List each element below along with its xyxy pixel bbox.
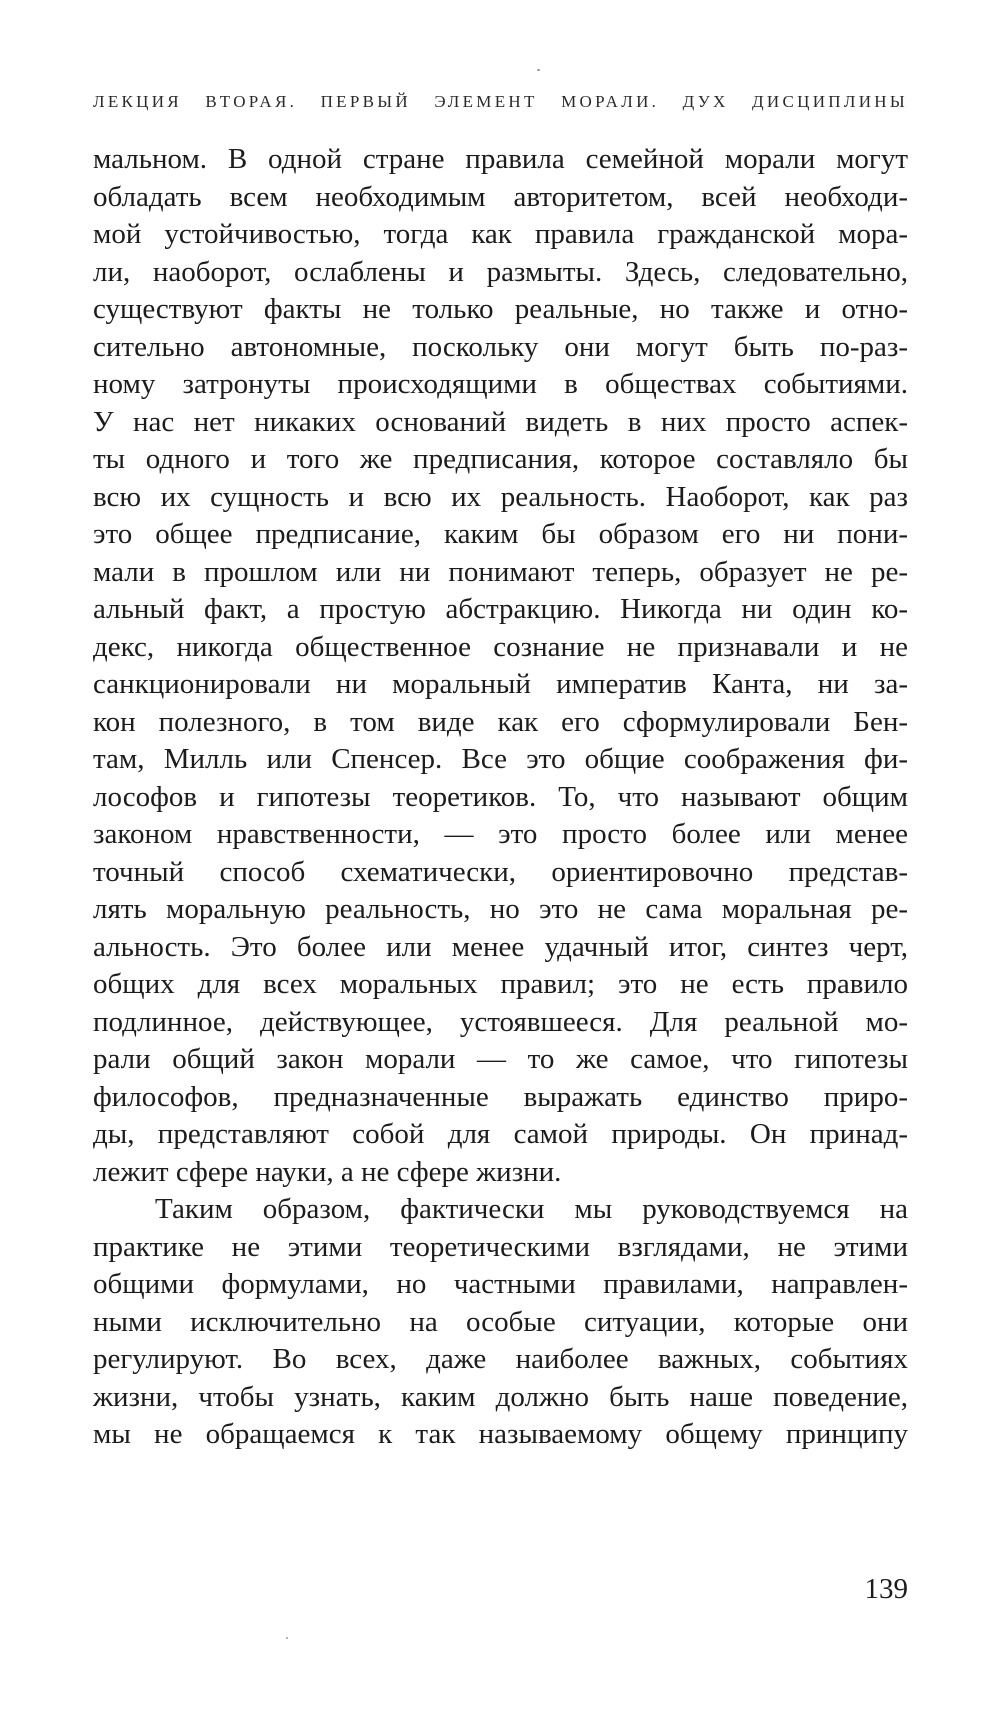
running-header: ЛЕКЦИЯ ВТОРАЯ. ПЕРВЫЙ ЭЛЕМЕНТ МОРАЛИ. ДУХ ДИСЦИПЛИНЫ <box>93 92 908 111</box>
text-line: мальном. В одной стране правила семейной морали могут <box>93 143 908 175</box>
text-line: мы не обращаемся к так называемому общему принципу <box>93 1418 908 1450</box>
text-line: ды, представляют собой для самой природы. Он принад- <box>93 1118 908 1150</box>
text-line: жизни, чтобы узнать, каким должно быть наше поведение, <box>93 1380 908 1413</box>
text-line: У нас нет никаких оснований видеть в них просто аспек- <box>93 405 908 438</box>
paragraph <box>93 141 908 1191</box>
text-line: всю их сущность и всю их реальность. Наоборот, как раз <box>93 480 908 513</box>
text-line: декс, никогда общественное сознание не признавали и не <box>93 630 908 663</box>
text-line: общих для всех моральных правил; это не есть правило <box>93 968 908 1000</box>
text-line: ты одного и того же предписания, которое составляло бы <box>93 443 908 475</box>
text-line: подлинное, действующее, устоявшееся. Для реальной мо- <box>93 1005 908 1038</box>
text-line: альность. Это более или менее удачный итог, синтез черт, <box>93 930 908 963</box>
print-speck <box>286 1637 288 1639</box>
text-line: точный способ схематически, ориентировочно представ- <box>93 855 908 888</box>
text-line: кон полезного, в том виде как его сформулировали Бен- <box>93 705 908 738</box>
text-line: санкционировали ни моральный императив Канта, ни за- <box>93 668 908 700</box>
body-text <box>93 141 908 1454</box>
text-line: лять моральную реальность, но это не сама моральная ре- <box>93 893 908 925</box>
text-line: законом нравственности, — это просто более или менее <box>93 818 908 850</box>
page-number: 139 <box>864 1573 908 1605</box>
text-line: это общее предписание, каким бы образом его ни пони- <box>93 518 908 550</box>
text-line: там, Милль или Спенсер. Все это общие соображения фи- <box>93 743 908 775</box>
text-line: сительно автономные, поскольку они могут быть по-раз- <box>93 330 908 363</box>
text-line: рали общий закон морали — то же самое, что гипотезы <box>93 1043 908 1075</box>
text-line: лософов и гипотезы теоретиков. То, что называют общим <box>93 780 908 813</box>
text-line: мой устойчивостью, тогда как правила гражданской мора- <box>93 218 908 250</box>
text-line: ли, наоборот, ослаблены и размыты. Здесь, следовательно, <box>93 255 908 288</box>
text-line: общими формулами, но частными правилами, направлен- <box>93 1268 908 1300</box>
text-line: философов, предназначенные выражать единство приро- <box>93 1080 908 1113</box>
text-line: ными исключительно на особые ситуации, которые они <box>93 1305 908 1338</box>
paragraph <box>93 1191 908 1454</box>
print-speck <box>537 69 540 71</box>
text-line: мали в прошлом или ни понимают теперь, образует не ре- <box>93 555 908 588</box>
text-line: Таким образом, фактически мы руководствуемся на <box>155 1193 908 1225</box>
text-line: обладать всем необходимым авторитетом, всей необходи- <box>93 180 908 213</box>
text-line: ному затронуты происходящими в обществах событиями. <box>93 368 908 400</box>
text-line: альный факт, а простую абстракцию. Никогда ни один ко- <box>93 593 908 625</box>
text-line: существуют факты не только реальные, но также и отно- <box>93 293 908 325</box>
text-line: регулируют. Во всех, даже наиболее важных, событиях <box>93 1343 908 1375</box>
text-line: практике не этими теоретическими взглядами, не этими <box>93 1230 908 1263</box>
text-line: лежит сфере науки, а не сфере жизни. <box>93 1155 562 1188</box>
